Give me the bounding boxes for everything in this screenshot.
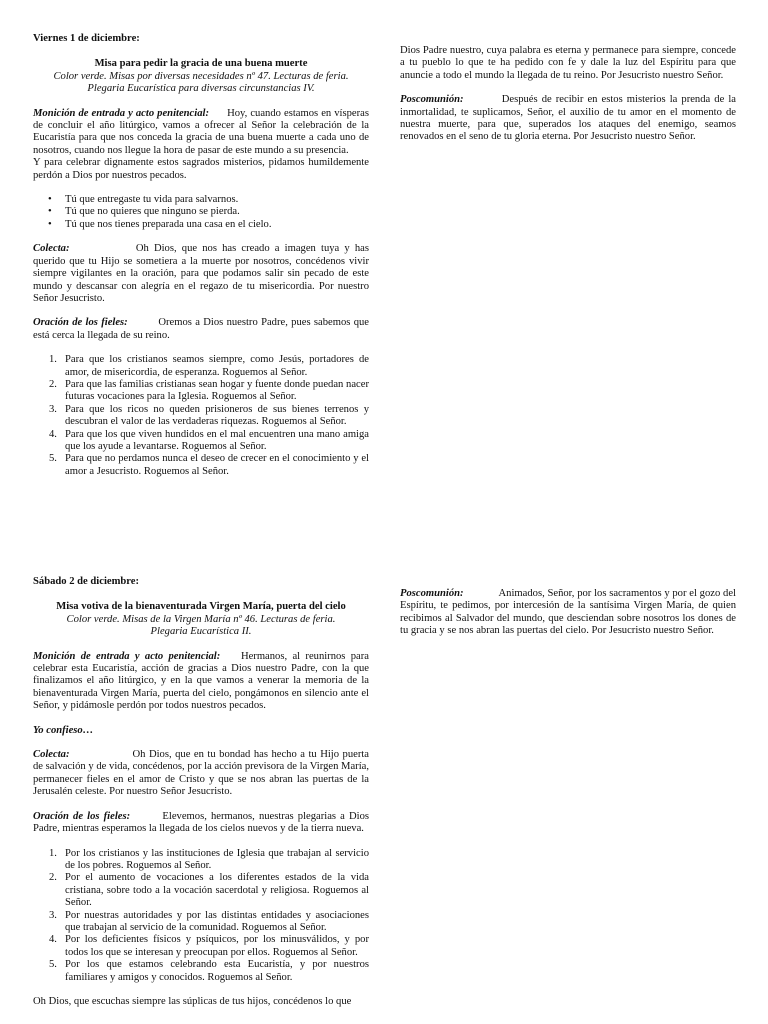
list-item: • Tú que nos tienes preparada una casa en el cielo. (33, 219, 369, 231)
list-item: 4. Por los deficientes físicos y psíquicos, por los minusválidos, y por todos los que se interesan y preocupan por ellos. Roguemos al Señor. (49, 934, 369, 958)
saturday-oracion (33, 811, 369, 836)
friday-column-left (33, 33, 369, 478)
saturday-petitions-list (33, 848, 369, 984)
saturday-oracion-text: Elevemos, hermanos, nuestras plegarias a Dios Padre, mientras esperamos la llegada de los cielos nuevos y de la tierra nueva. (33, 810, 370, 835)
saturday-poscomunion-text: Animados, Señor, por los sacramentos y por el gozo del Espíritu, te pedimos, por intercesión de la santísima Virgen María, de quien recibimos al Salvador del mundo, que desciendan sobre nosotros los dones de tu gracia y se nos abran las puertas del cielo. Por Jesucristo nuestro Señor. (400, 588, 736, 637)
friday-monicion-text-2: Y para celebrar dignamente estos sagrados misterios, pidamos humildemente perdón a Dios por nuestros pecados. (33, 157, 369, 181)
saturday-mass-subtitle-2: Plegaria Eucarística II. (150, 626, 252, 638)
friday-poscomunion (400, 94, 736, 144)
saturday-column-right (400, 588, 736, 638)
saturday-colecta-text: Oh Dios, que en tu bondad has hecho a tu Hijo puerta de salvación y de vida, concédenos, por la acción previsora de la Virgen María, permanecer fieles en el amor de Cristo y que se nos abran las puertas de la Jerusalén celeste. Por nuestro Señor Jesucristo. (33, 749, 370, 798)
saturday-mass-subtitle-1: Color verde. Misas de la Virgen María nº 46. Lecturas de feria. (66, 613, 336, 625)
friday-penitential-list (33, 194, 369, 231)
friday-colecta-text: Oh Dios, que nos has creado a imagen tuya y has querido que tu Hijo se sometiera a la muerte por nosotros, concédenos vivir siempre vigilantes en la oración, para que podamos salir sin pecado de este mundo y descansar con alegría en el regazo de tu misericordia. Por nuestro Señor Jesucristo. (33, 243, 369, 304)
list-item: 5. Por los que estamos celebrando esta Eucaristía, y por nuestros familiares y amigos y conocidos. Roguemos al Señor. (49, 959, 369, 983)
friday-oracion (33, 317, 369, 342)
saturday-oracion-label: Oración de los fieles: (33, 810, 131, 822)
petition-text: Por los deficientes físicos y psíquicos, por los minusválidos, y por todos los que se interesan y preocupan por ellos. Roguemos al Señor. (65, 934, 369, 958)
saturday-yo-confieso: Yo confieso… (33, 724, 94, 736)
saturday-monicion (33, 651, 369, 713)
saturday-monicion-label: Monición de entrada y acto penitencial: (33, 650, 221, 662)
friday-column-right (400, 45, 736, 144)
saturday-monicion-text: Hermanos, al reunirnos para celebrar esta Eucaristía, acción de gracias a Dios nuestro Padre, con la que finalizamos el año litúrgico, y en la que vamos a venerar la memoria de la bienaventurada Virgen María, puerta del cielo, pongámonos en silencio ante el Señor, y pidámosle perdón por todos nuestros pecados. (33, 650, 369, 712)
petition-text: Para que los ricos no queden prisioneros de sus bienes terrenos y descubran el valor de las verdaderas riquezas. Roguemos al Señor. (65, 403, 369, 428)
saturday-colecta-label: Colecta: (33, 749, 70, 761)
list-item: • Tú que no quieres que ninguno se pierda. (33, 206, 369, 218)
list-item: 2. Por el aumento de vocaciones a los diferentes estados de la vida cristiana, sobre todo a la vocación sacerdotal y religiosa. Roguemos al Señor. (49, 872, 369, 909)
saturday-poscomunion-label: Poscomunión: (400, 588, 464, 599)
friday-mass-subtitle-1: Color verde. Misas por diversas necesidades nº 47. Lecturas de feria. (53, 70, 349, 82)
list-item: 2. Para que las familias cristianas sean hogar y fuente donde puedan nacer futuras vocaciones para la Iglesia. Roguemos al Señor. (49, 378, 369, 403)
saturday-poscomunion (400, 588, 736, 638)
saturday-day-heading: Sábado 2 de diciembre: (33, 576, 140, 587)
friday-oracion-text: Oremos a Dios nuestro Padre, pues sabemos que está cerca la llegada de su reino. (33, 317, 370, 341)
petition-text: Por los que estamos celebrando esta Eucaristía, y por nuestros familiares y amigos y conocidos. Roguemos al Señor. (65, 959, 369, 983)
list-item: 5. Para que no perdamos nunca el deseo de crecer en el conocimiento y el amor a Jesucristo. Roguemos al Señor. (49, 453, 369, 477)
friday-mass-subtitle-2: Plegaria Eucarística para diversas circunstancias IV. (87, 83, 315, 95)
saturday-colecta (33, 749, 369, 799)
friday-monicion (33, 108, 369, 158)
list-item: 1. Para que los cristianos seamos siempre, como Jesús, portadores de amor, de misericordia, de esperanza. Roguemos al Señor. (49, 354, 369, 378)
petition-text: Por los cristianos y las instituciones de Iglesia que trabajan al servicio de los pobres. Roguemos al Señor. (65, 847, 369, 871)
friday-petitions-list (33, 354, 369, 478)
friday-poscomunion-text: Después de recibir en estos misterios la prenda de la inmortalidad, te suplicamos, Señor, el auxilio de tu amor en el momento de nuestra muerte, para que, superados los ataques del enemigo, seamos renovados en el seno de tu gloria eterna. Por Jesucristo nuestro Señor. (400, 94, 737, 143)
petition-text: Para que no perdamos nunca el deseo de crecer en el conocimiento y el amor a Jesucristo. Roguemos al Señor. (65, 453, 369, 477)
petition-text: Por nuestras autoridades y por las distintas entidades y asociaciones que trabajan al servicio de la comunidad. Roguemos al Señor. (65, 909, 369, 933)
friday-colecta-label: Colecta: (33, 243, 70, 255)
friday-day-heading: Viernes 1 de diciembre: (33, 33, 140, 44)
friday-colecta (33, 243, 369, 305)
friday-monicion-label: Monición de entrada y acto penitencial: (33, 107, 209, 119)
friday-poscomunion-label: Poscomunión: (400, 94, 464, 106)
friday-mass-title: Misa para pedir la gracia de una buena muerte (94, 58, 308, 70)
saturday-mass-title: Misa votiva de la bienaventurada Virgen María, puerta del cielo (56, 601, 346, 613)
friday-oracion-label: Oración de los fieles: (33, 317, 128, 329)
list-item: 3. Para que los ricos no queden prisioneros de sus bienes terrenos y descubran el valor de las verdaderas riquezas. Roguemos al Señor. (49, 403, 369, 428)
friday-closing-prayer: Dios Padre nuestro, cuya palabra es eterna y permanece para siempre, concede a tu pueblo lo que te ha pedido con fe y dale la luz del Espíritu para que anuncie a todo el mundo la llegada de tu reino. Por Jesucristo nuestro Señor. (400, 45, 736, 81)
list-item: 4. Para que los que viven hundidos en el mal encuentren una mano amiga que los ayude a levantarse. Roguemos al Señor. (49, 428, 369, 452)
petition-text: Para que los que viven hundidos en el mal encuentren una mano amiga que los ayude a levantarse. Roguemos al Señor. (65, 428, 369, 452)
saturday-column-left (33, 576, 369, 1008)
petition-text: Por el aumento de vocaciones a los diferentes estados de la vida cristiana, sobre todo a la vocación sacerdotal y religiosa. Roguemos al Señor. (65, 872, 369, 909)
list-item: • Tú que entregaste tu vida para salvarnos. (33, 194, 369, 206)
list-item: 1. Por los cristianos y las instituciones de Iglesia que trabajan al servicio de los pobres. Roguemos al Señor. (49, 847, 369, 871)
friday-monicion-text: Hoy, cuando estamos en vísperas de concluir el año litúrgico, vamos a ofrecer al Señor la celebración de la Eucaristía para que nos conceda la gracia de una buena muerte a cada uno de nosotros, cuando nos llegue la hora de pasar de este mundo a su presencia. (33, 107, 369, 156)
saturday-closing-prayer: Oh Dios, que escuchas siempre las súplicas de tus hijos, concédenos lo que (33, 995, 352, 1007)
petition-text: Para que los cristianos seamos siempre, como Jesús, portadores de amor, de misericordia, de esperanza. Roguemos al Señor. (65, 354, 369, 378)
petition-text: Para que las familias cristianas sean hogar y fuente donde puedan nacer futuras vocaciones para la Iglesia. Roguemos al Señor. (65, 378, 369, 403)
list-item: 3. Por nuestras autoridades y por las distintas entidades y asociaciones que trabajan al servicio de la comunidad. Roguemos al Señor. (49, 909, 369, 933)
